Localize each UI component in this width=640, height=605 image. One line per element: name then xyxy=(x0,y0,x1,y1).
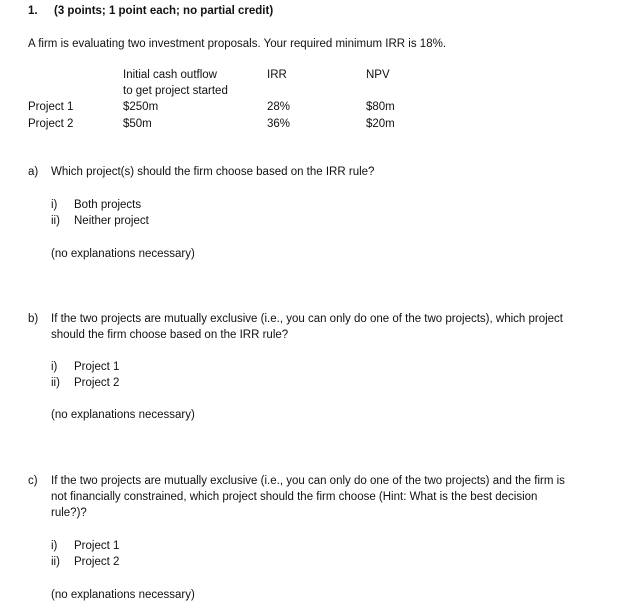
header-irr: IRR xyxy=(267,69,287,81)
part-a-note: (no explanations necessary) xyxy=(51,248,195,260)
part-b-note: (no explanations necessary) xyxy=(51,409,195,421)
row-irr: 36% xyxy=(267,118,291,130)
row-project-name: Project 1 xyxy=(28,101,74,113)
header-npv: NPV xyxy=(366,69,390,81)
option-text: Neither project xyxy=(74,215,149,227)
option-number: i) xyxy=(51,199,58,211)
part-a-question: Which project(s) should the firm choose based on the IRR rule? xyxy=(51,166,375,178)
option-number: i) xyxy=(51,540,58,552)
option-text: Both projects xyxy=(74,199,142,211)
header-outflow-line2: to get project started xyxy=(123,85,228,97)
option-number: ii) xyxy=(51,377,60,389)
option-text: Project 2 xyxy=(74,377,120,389)
row-irr: 28% xyxy=(267,101,291,113)
part-b-label: b) xyxy=(28,313,39,325)
part-b-question-line1: If the two projects are mutually exclusive (i.e., you can only do one of the two projects), which project xyxy=(51,313,563,325)
row-outflow: $50m xyxy=(123,118,152,130)
option-number: ii) xyxy=(51,215,60,227)
row-npv: $20m xyxy=(366,118,395,130)
row-npv: $80m xyxy=(366,101,395,113)
part-c-question-line1: If the two projects are mutually exclusive (i.e., you can only do one of the two projects) and the firm is xyxy=(51,475,565,487)
part-b-question-line2: should the firm choose based on the IRR rule? xyxy=(51,329,289,341)
option-text: Project 1 xyxy=(74,361,120,373)
question-number: 1. xyxy=(28,5,38,17)
option-number: i) xyxy=(51,361,58,373)
row-outflow: $250m xyxy=(123,101,159,113)
row-project-name: Project 2 xyxy=(28,118,74,130)
part-c-note: (no explanations necessary) xyxy=(51,589,195,601)
part-c-question-line3: rule?)? xyxy=(51,507,87,519)
option-text: Project 1 xyxy=(74,540,120,552)
header-outflow-line1: Initial cash outflow xyxy=(123,69,217,81)
part-c-question-line2: not financially constrained, which project should the firm choose (Hint: What is the best decision xyxy=(51,491,538,503)
option-number: ii) xyxy=(51,556,60,568)
option-text: Project 2 xyxy=(74,556,120,568)
part-a-label: a) xyxy=(28,166,39,178)
part-c-label: c) xyxy=(28,475,38,487)
question-intro: A firm is evaluating two investment proposals. Your required minimum IRR is 18%. xyxy=(28,38,447,50)
question-points: (3 points; 1 point each; no partial credit) xyxy=(54,5,274,17)
